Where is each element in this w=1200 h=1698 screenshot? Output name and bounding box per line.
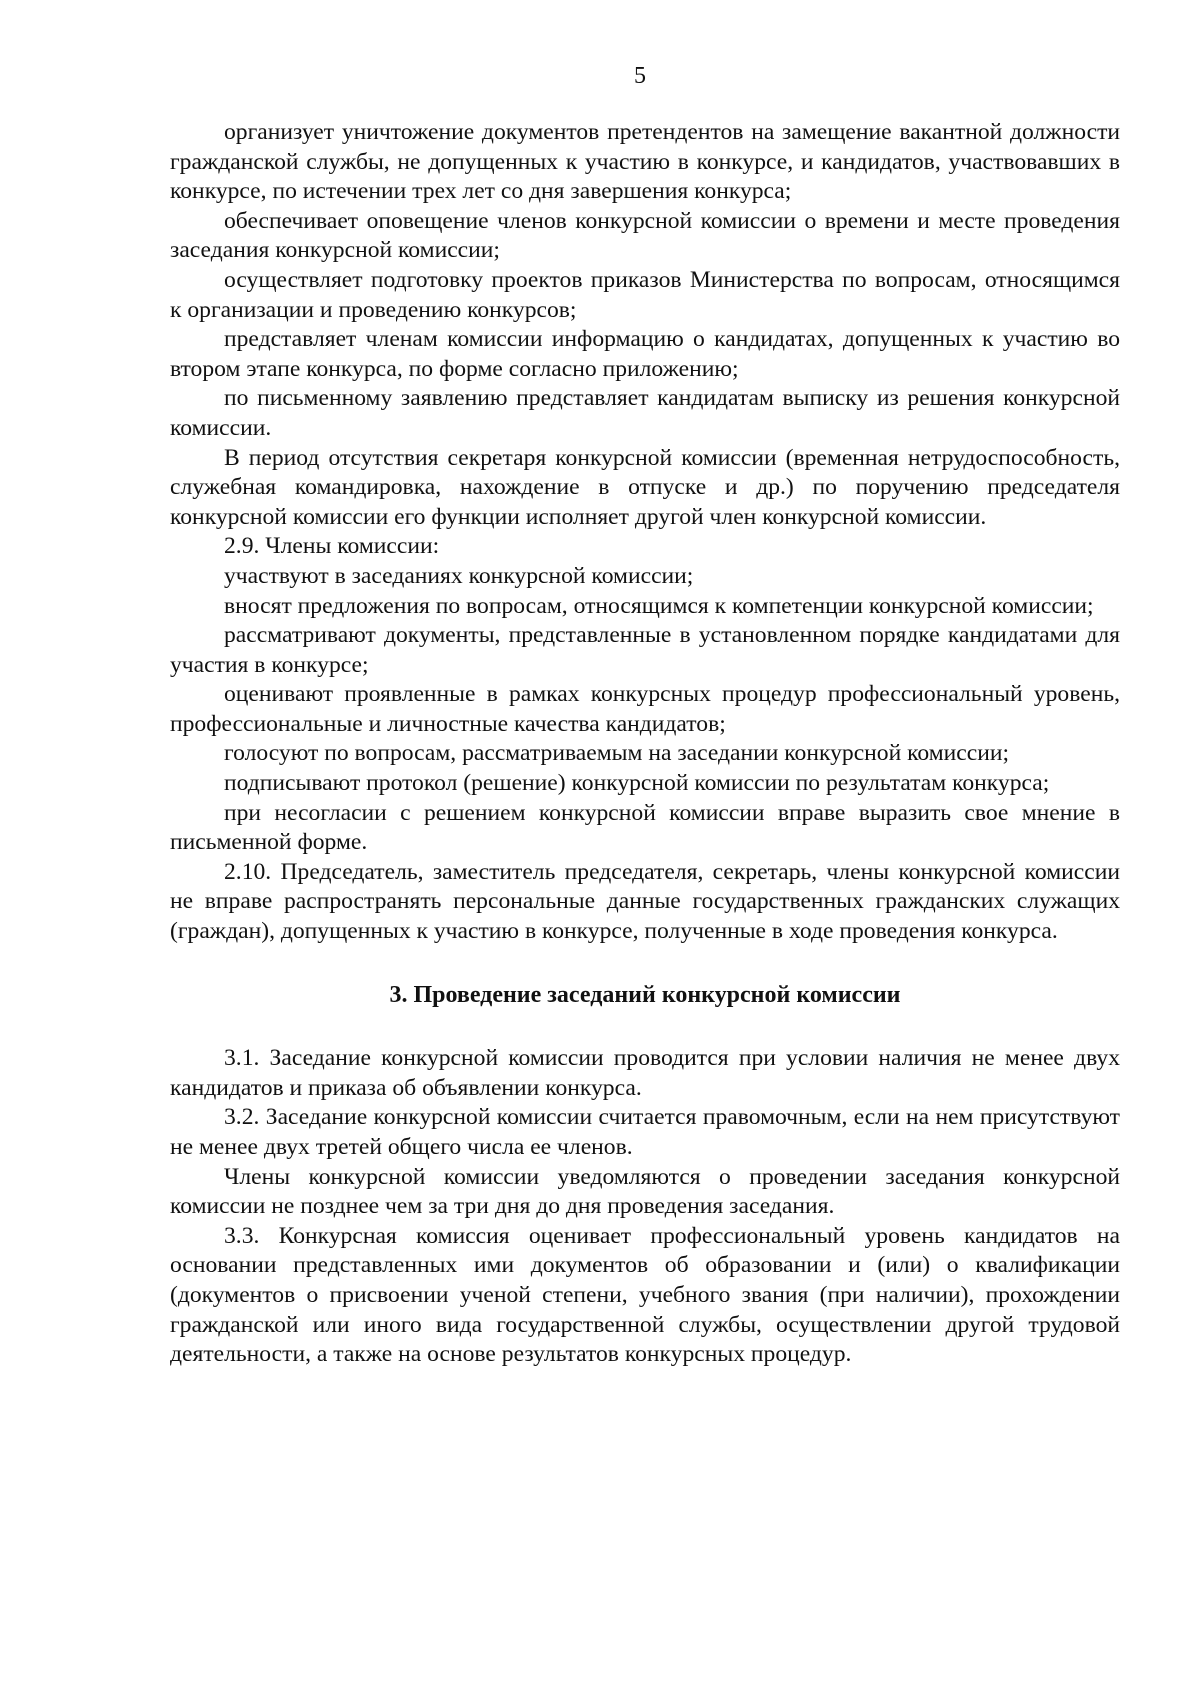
paragraph: 2.9. Члены комиссии: (224, 533, 440, 560)
paragraph: при несогласии с решением конкурсной комиссии вправе выразить свое мнение в письменной форме. (170, 799, 1120, 856)
paragraph: Члены конкурсной комиссии уведомляются о проведении заседания конкурсной комиссии не позднее чем за три дня до дня проведения заседания. (170, 1163, 1120, 1220)
paragraph: обеспечивает оповещение членов конкурсной комиссии о времени и месте проведения заседания конкурсной комиссии; (170, 207, 1120, 264)
paragraph: 2.10. Председатель, заместитель председателя, секретарь, члены конкурсной комиссии не вправе распространять персональные данные государственных гражданских служащих (граждан), допущенных к участию в конкурсе, полученные в ходе проведения конкурса. (170, 858, 1120, 945)
paragraph: по письменному заявлению представляет кандидатам выписку из решения конкурсной комиссии. (170, 385, 1120, 441)
paragraph: представляет членам комиссии информацию о кандидатах, допущенных к участию во втором этапе конкурса, по форме согласно приложению; (170, 326, 1120, 382)
paragraph: рассматривают документы, представленные в установленном порядке кандидатами для участия в конкурсе; (170, 622, 1120, 678)
paragraph: осуществляет подготовку проектов приказов Министерства по вопросам, относящимся к организации и проведению конкурсов; (170, 266, 1120, 323)
paragraph: 3.3. Конкурсная комиссия оценивает профессиональный уровень кандидатов на основании представленных ими документов об образовании и (или) о квалификации (документов о присвоении ученой степени, учебного звания (при наличии), прохождении гражданской или иного вида государственной службы, осуществлении другой трудовой деятельности, а также на основе результатов конкурсных процедур. (170, 1222, 1120, 1368)
paragraph: 3.2. Заседание конкурсной комиссии считается правомочным, если на нем присутствуют не менее двух третей общего числа ее членов. (170, 1104, 1120, 1160)
document-body (170, 118, 1120, 1370)
section-heading: 3. Проведение заседаний конкурсной комиссии (389, 981, 901, 1008)
paragraph: участвуют в заседаниях конкурсной комиссии; (224, 562, 694, 589)
paragraph: подписывают протокол (решение) конкурсной комиссии по результатам конкурса; (224, 770, 1050, 797)
paragraph: 3.1. Заседание конкурсной комиссии проводится при условии наличия не менее двух кандидатов и приказа об объявлении конкурса. (170, 1045, 1120, 1101)
paragraph: организует уничтожение документов претендентов на замещение вакантной должности гражданской службы, не допущенных к участию в конкурсе, и кандидатов, участвовавших в конкурсе, по истечении трех лет со дня завершения конкурса; (170, 119, 1120, 205)
page-number: 5 (634, 63, 646, 89)
paragraph: В период отсутствия секретаря конкурсной комиссии (временная нетрудоспособность, служебная командировка, нахождение в отпуске и др.) по поручению председателя конкурсной комиссии его функции исполняет другой член конкурсной комиссии. (170, 444, 1120, 530)
paragraph: оценивают проявленные в рамках конкурсных процедур профессиональный уровень, профессиональные и личностные качества кандидатов; (170, 681, 1120, 737)
paragraph: голосуют по вопросам, рассматриваемым на заседании конкурсной комиссии; (224, 740, 1010, 767)
paragraph: вносят предложения по вопросам, относящимся к компетенции конкурсной комиссии; (224, 592, 1094, 619)
